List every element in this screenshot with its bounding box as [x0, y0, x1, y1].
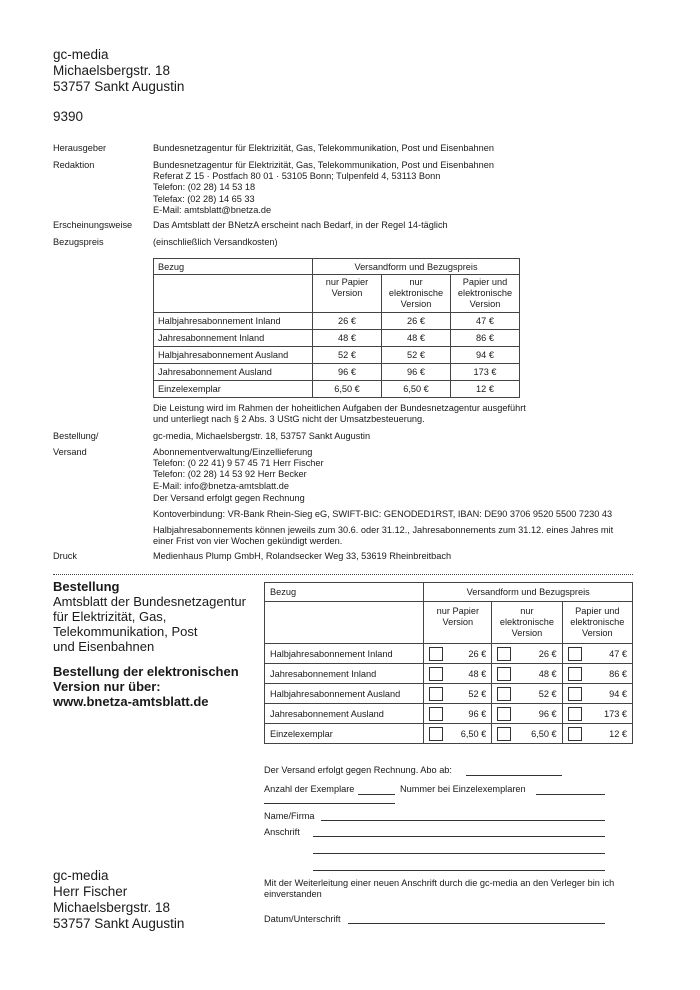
price-cell: 48 € [382, 330, 451, 347]
row-name: Jahresabonnement Inland [154, 330, 313, 347]
order-col-both [562, 602, 632, 644]
checkbox[interactable] [497, 647, 511, 661]
order-row [265, 704, 633, 724]
col-electronic [382, 275, 451, 313]
price-cell: 86 € [451, 330, 520, 347]
order-col-bezug: Bezug [265, 583, 424, 602]
checkbox[interactable] [429, 727, 443, 741]
order-subtitle-line: für Elektrizität, Gas, [53, 609, 167, 624]
price-value: 96 € [468, 708, 487, 719]
checkbox[interactable] [568, 707, 582, 721]
order-col-both-line: elektronische [570, 617, 625, 627]
versand-value [153, 447, 643, 492]
order-heading-block [53, 579, 246, 654]
order-subtitle-line: Amtsblatt der Bundesnetzagentur [53, 594, 246, 609]
col-electronic-line: nur [409, 277, 423, 287]
checkbox[interactable] [429, 667, 443, 681]
order-subtitle-line: und Eisenbahnen [53, 639, 155, 654]
order-col-paper [424, 602, 492, 644]
row-name: Jahresabonnement Inland [265, 664, 424, 684]
price-cell: 6,50 € [313, 381, 382, 398]
kuendigung-line: Halbjahresabonnements können jeweils zum 30.6. oder 31.12., Jahresabonnements zum 31.12. eines Jahres mit [153, 525, 614, 535]
sender-line: 53757 Sankt Augustin [53, 79, 185, 94]
weiterleitung-line: Mit der Weiterleitung einer neuen Anschrift durch die gc-media an den Verleger bin ich [264, 878, 615, 888]
col-both-line: Version [469, 299, 501, 309]
price-cell: 47 € [451, 313, 520, 330]
col-paper-line: Version [331, 288, 363, 298]
checkbox[interactable] [497, 707, 511, 721]
redaktion-label: Redaktion [53, 160, 95, 170]
versand-label: Versand [53, 447, 87, 457]
name-field[interactable] [321, 820, 605, 821]
checkbox[interactable] [568, 687, 582, 701]
row-name: Halbjahresabonnement Inland [154, 313, 313, 330]
price-cell: 173 € [451, 364, 520, 381]
abo-ab-label: Der Versand erfolgt gegen Rechnung. Abo ab: [264, 765, 452, 775]
redaktion-line: Telefax: (02 28) 14 65 33 [153, 193, 255, 204]
row-name: Halbjahresabonnement Ausland [265, 684, 424, 704]
tax-note [153, 403, 643, 425]
electronic-line: Bestellung der elektronischen [53, 664, 239, 679]
checkbox[interactable] [429, 647, 443, 661]
checkbox[interactable] [429, 707, 443, 721]
row-name: Jahresabonnement Ausland [265, 704, 424, 724]
price-value: 48 € [468, 668, 487, 679]
versand-line: Abonnementverwaltung/Einzellieferung [153, 447, 313, 457]
col-electronic-line: Version [400, 299, 432, 309]
name-label: Name/Firma [264, 811, 315, 821]
col-both-line: Papier und [462, 277, 508, 287]
order-row [265, 724, 633, 744]
row-name: Jahresabonnement Ausland [154, 364, 313, 381]
datum-field[interactable] [348, 923, 605, 924]
price-cell: 26 € [313, 313, 382, 330]
sender-line: Michaelsbergstr. 18 [53, 63, 171, 78]
price-value: 12 € [609, 728, 627, 739]
price-value: 173 € [604, 708, 627, 719]
col-paper [313, 275, 382, 313]
price-cell: 52 € [313, 347, 382, 364]
col-electronic-line: elektronische [388, 288, 444, 298]
anzahl-label: Anzahl der Exemplare [264, 784, 355, 794]
checkbox[interactable] [568, 647, 582, 661]
checkbox[interactable] [568, 667, 582, 681]
electronic-url: www.bnetza-amtsblatt.de [53, 694, 209, 709]
versand-rechnung: Der Versand erfolgt gegen Rechnung [153, 493, 305, 503]
recipient-line: gc-media [53, 868, 109, 883]
price-cell: 96 € [382, 364, 451, 381]
price-value: 96 € [538, 708, 557, 719]
redaktion-line: Referat Z 15 · Postfach 80 01 · 53105 Bonn; Tulpenfeld 4, 53113 Bonn [153, 171, 441, 182]
kuendigung-note [153, 525, 643, 547]
druck-label: Druck [53, 551, 77, 561]
price-value: 94 € [609, 688, 627, 699]
abo-ab-field[interactable] [466, 775, 562, 776]
druck-value: Medienhaus Plump GmbH, Rolandsecker Weg 33, 53619 Rheinbreitbach [153, 551, 452, 561]
order-col-electronic-line: nur [520, 606, 534, 616]
col-both-line: elektronische [457, 288, 513, 298]
tax-note-line: und unterliegt nach § 2 Abs. 3 UStG nicht der Umsatzbesteuerung. [153, 414, 425, 425]
bezugspreis-label: Bezugspreis [53, 237, 104, 247]
redaktion-line: Telefon: (02 28) 14 53 18 [153, 182, 256, 193]
herausgeber-value: Bundesnetzagentur für Elektrizität, Gas, Telekommunikation, Post und Eisenbahnen [153, 143, 494, 153]
kontoverbindung: Kontoverbindung: VR-Bank Rhein-Sieg eG, SWIFT-BIC: GENODED1RST, IBAN: DE90 3706 9520 5500 7230 43 [153, 509, 613, 519]
anzahl-field[interactable] [358, 794, 395, 795]
redaktion-email: E-Mail: amtsblatt@bnetza.de [153, 204, 272, 215]
weiterleitung-line: einverstanden [264, 889, 322, 900]
bezugspreis-value: (einschließlich Versandkosten) [153, 237, 278, 247]
sender-line: gc-media [53, 47, 109, 62]
datum-label: Datum/Unterschrift [264, 914, 341, 924]
order-col-paper-line: nur Papier [436, 606, 480, 616]
price-cell: 52 € [382, 347, 451, 364]
anschrift-field-3[interactable] [313, 870, 605, 871]
price-cell: 48 € [313, 330, 382, 347]
order-col-electronic-line: elektronische [499, 617, 554, 627]
price-value: 47 € [609, 648, 627, 659]
order-subtitle-line: Telekommunikation, Post [53, 624, 198, 639]
weiterleitung-note [264, 878, 644, 900]
price-cell: 6,50 € [382, 381, 451, 398]
price-cell: 26 € [382, 313, 451, 330]
checkbox[interactable] [497, 727, 511, 741]
order-col-group: Versandform und Bezugspreis [424, 583, 633, 602]
row-name: Halbjahresabonnement Ausland [154, 347, 313, 364]
anzahl-extra-line[interactable] [264, 803, 395, 804]
anschrift-field-2[interactable] [313, 853, 605, 854]
col-bezug: Bezug [154, 259, 313, 275]
table-row [154, 347, 520, 364]
price-value: 52 € [468, 688, 487, 699]
kuendigung-line: einer Frist von vier Wochen gekündigt werden. [153, 536, 343, 547]
table-row [154, 364, 520, 381]
reference-number: 9390 [53, 109, 84, 124]
table-row [154, 330, 520, 347]
table-row [154, 313, 520, 330]
col-paper-line: nur Papier [325, 277, 369, 287]
herausgeber-label: Herausgeber [53, 143, 107, 153]
order-col-both-line: Papier und [575, 606, 620, 616]
order-col-electronic [492, 602, 562, 644]
erscheinungsweise-value: Das Amtsblatt der BNetzA erscheint nach Bedarf, in der Regel 14-täglich [153, 220, 448, 230]
versand-line: Telefon: (0 22 41) 9 57 45 71 Herr Fischer [153, 458, 324, 469]
row-name: Halbjahresabonnement Inland [265, 644, 424, 664]
checkbox[interactable] [497, 687, 511, 701]
recipient-line: Michaelsbergstr. 18 [53, 900, 171, 915]
price-cell: 12 € [451, 381, 520, 398]
col-both [451, 275, 520, 313]
order-col-electronic-line: Version [511, 628, 543, 638]
electronic-order-note [53, 664, 239, 709]
erscheinungsweise-label: Erscheinungsweise [53, 220, 133, 230]
order-row [265, 684, 633, 704]
sender-address [53, 47, 184, 95]
price-value: 86 € [609, 668, 627, 679]
nummer-field[interactable] [536, 794, 605, 795]
row-name: Einzelexemplar [154, 381, 313, 398]
electronic-line: Version nur über: [53, 679, 161, 694]
price-value: 26 € [468, 648, 487, 659]
price-cell: 94 € [451, 347, 520, 364]
anschrift-field[interactable] [313, 836, 605, 837]
order-row [265, 644, 633, 664]
price-value: 48 € [538, 668, 557, 679]
price-value: 6,50 € [531, 728, 557, 739]
order-col-both-line: Version [581, 628, 613, 638]
cut-line [53, 574, 633, 575]
versand-email: E-Mail: info@bnetza-amtsblatt.de [153, 480, 289, 491]
order-col-paper-line: Version [442, 617, 474, 627]
recipient-line: Herr Fischer [53, 884, 128, 899]
price-value: 52 € [538, 688, 557, 699]
tax-note-line: Die Leistung wird im Rahmen der hoheitlichen Aufgaben der Bundesnetzagentur ausgeführt [153, 403, 526, 413]
table-row [154, 381, 520, 398]
bestellung-value: gc-media, Michaelsbergstr. 18, 53757 Sankt Augustin [153, 431, 371, 441]
price-value: 6,50 € [460, 728, 487, 739]
price-value: 26 € [538, 648, 557, 659]
redaktion-value [153, 160, 643, 216]
row-name: Einzelexemplar [265, 724, 424, 744]
price-cell: 96 € [313, 364, 382, 381]
price-table [153, 258, 520, 398]
checkbox[interactable] [497, 667, 511, 681]
anschrift-label: Anschrift [264, 827, 300, 837]
bestellung-label: Bestellung/ [53, 431, 99, 441]
checkbox[interactable] [429, 687, 443, 701]
order-row [265, 664, 633, 684]
col-group: Versandform und Bezugspreis [313, 259, 520, 275]
versand-line: Telefon: (02 28) 14 53 92 Herr Becker [153, 469, 307, 480]
redaktion-line: Bundesnetzagentur für Elektrizität, Gas, Telekommunikation, Post und Eisenbahnen [153, 160, 494, 170]
checkbox[interactable] [568, 727, 582, 741]
recipient-address [53, 868, 184, 932]
recipient-line: 53757 Sankt Augustin [53, 916, 185, 931]
order-title: Bestellung [53, 579, 120, 594]
nummer-label: Nummer bei Einzelexemplaren [400, 784, 526, 794]
order-table [264, 582, 633, 744]
